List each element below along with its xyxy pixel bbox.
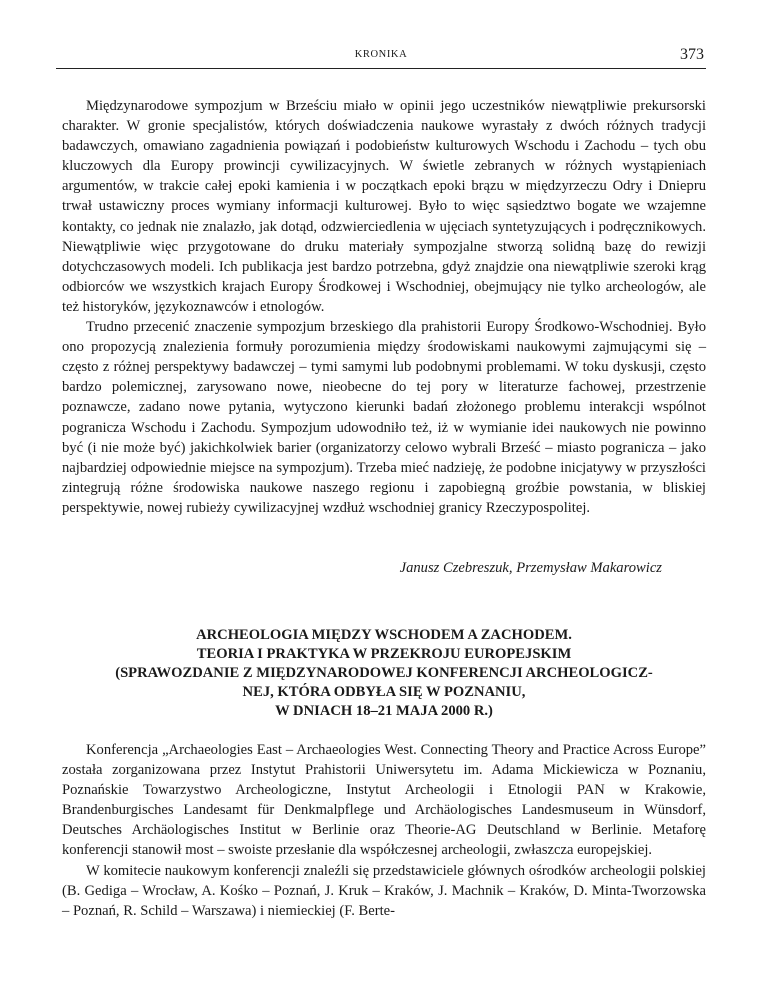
report-2-body [62, 740, 706, 921]
page-number: 373 [680, 46, 704, 63]
paragraph: Konferencja „Archaeologies East – Archaeologies West. Connecting Theory and Practice Across Europe” została zorganizowana przez Instytut Prahistorii Uniwersytetu im. Adama Mickiewicza w Poznaniu, Poznańskie Towarzystwo Archeologiczne, Instytut Archeologii i Etnologii PAN w Krakowie, Brandenburgisches Landesamt für Denkmalpflege und Archäologisches Landesmuseum in Wünsdorf, Deutsches Archäologisches Institut w Berlinie oraz Theorie-AG Deutschland w Berlinie. Metaforę konferencji stanowił most – swoiste przesłanie dla współczesnej archeologii, zwłaszcza europejskiej. [62, 742, 706, 859]
author-signature: Janusz Czebreszuk, Przemysław Makarowicz [399, 560, 662, 576]
title-line: W DNIACH 18–21 MAJA 2000 R.) [275, 703, 493, 719]
report-1-body [62, 96, 706, 518]
paragraph: Trudno przecenić znaczenie sympozjum brzeskiego dla prahistorii Europy Środkowo-Wschodniej. Było ono propozycją znalezienia formuły porozumienia między środowiskami naukowymi zajmującymi się – często z różnej perspektywy badawczej – tymi samymi lub podobnymi problemami. W toku dyskusji, często bardzo polemicznej, zarysowano nowe, nieobecne do tej pory w literaturze fachowej, przestrzenie poznawcze, zadano nowe pytania, wytyczono kierunki badań złożonego problemu interakcji wspólnot pogranicza Wschodu i Zachodu. Sympozjum udowodniło też, iż w wymianie idei naukowych nie powinno być (i nie może być) jakichkolwiek barier (organizatorzy celowo wybrali Brześć – miasto pogranicza – jako najbardziej odpowiednie miejsce na sympozjum). Trzeba mieć nadzieję, że podobne inicjatywy w przyszłości zintegrują różne środowiska naukowe naszego regionu i zapobiegną groźbie powstania, w bliskiej perspektywie, nowej rubieży cywilizacyjnej wzdłuż wschodniej granicy Rzeczypospolitej. [62, 319, 706, 516]
running-title: KRONIKA [354, 49, 408, 60]
title-line: NEJ, KTÓRA ODBYŁA SIĘ W POZNANIU, [242, 684, 526, 700]
title-line: (SPRAWOZDANIE Z MIĘDZYNARODOWEJ KONFERENCJI ARCHEOLOGICZ- [115, 665, 653, 681]
running-head [56, 44, 706, 69]
title-line: TEORIA I PRAKTYKA W PRZEKROJU EUROPEJSKIM [196, 646, 572, 662]
paragraph: W komitecie naukowym konferencji znaleźli się przedstawiciele głównych ośrodków archeologii polskiej (B. Gediga – Wrocław, A. Kośko – Poznań, J. Kruk – Kraków, J. Machnik – Kraków, D. Minta-Tworzowska – Poznań, R. Schild – Warszawa) i niemieckiej (F. Berte- [62, 862, 706, 919]
paragraph: Międzynarodowe sympozjum w Brześciu miało w opinii jego uczestników niewątpliwie prekursorski charakter. W gronie specjalistów, których doświadczenia naukowe wyrastały z dwóch różnych tradycji badawczych, omawiano zagadnienia powiązań i podobieństw kulturowych Wschodu i Zachodu – tych obu kluczowych dla Europy prowincji cywilizacyjnych. W świetle zebranych w różnych wystąpieniach argumentów, w trakcie całej epoki kamienia i w początkach epoki brązu w międzyrzeczu Odry i Dniepru trwał ustawiczny proces wymiany informacji kulturowej. Było to więc sąsiedztwo bogate we wzajemne kontakty, co jednak nie znalazło, jak dotąd, odzwierciedlenia w ujęciach syntetyzujących i podręcznikowych. Niewątpliwie więc przygotowane do druku materiały sympozjalne stworzą solidną bazę do rewizji dotychczasowych modeli. Ich publikacja jest bardzo potrzebna, gdyż znajdzie ona niewątpliwie szeroki krąg odbiorców we wszystkich krajach Europy Środkowej i Wschodniej, obejmujący nie tylko archeologów, ale też historyków, językoznawców i etnologów. [62, 98, 706, 315]
article-title [62, 626, 706, 721]
title-line: ARCHEOLOGIA MIĘDZY WSCHODEM A ZACHODEM. [196, 627, 572, 643]
